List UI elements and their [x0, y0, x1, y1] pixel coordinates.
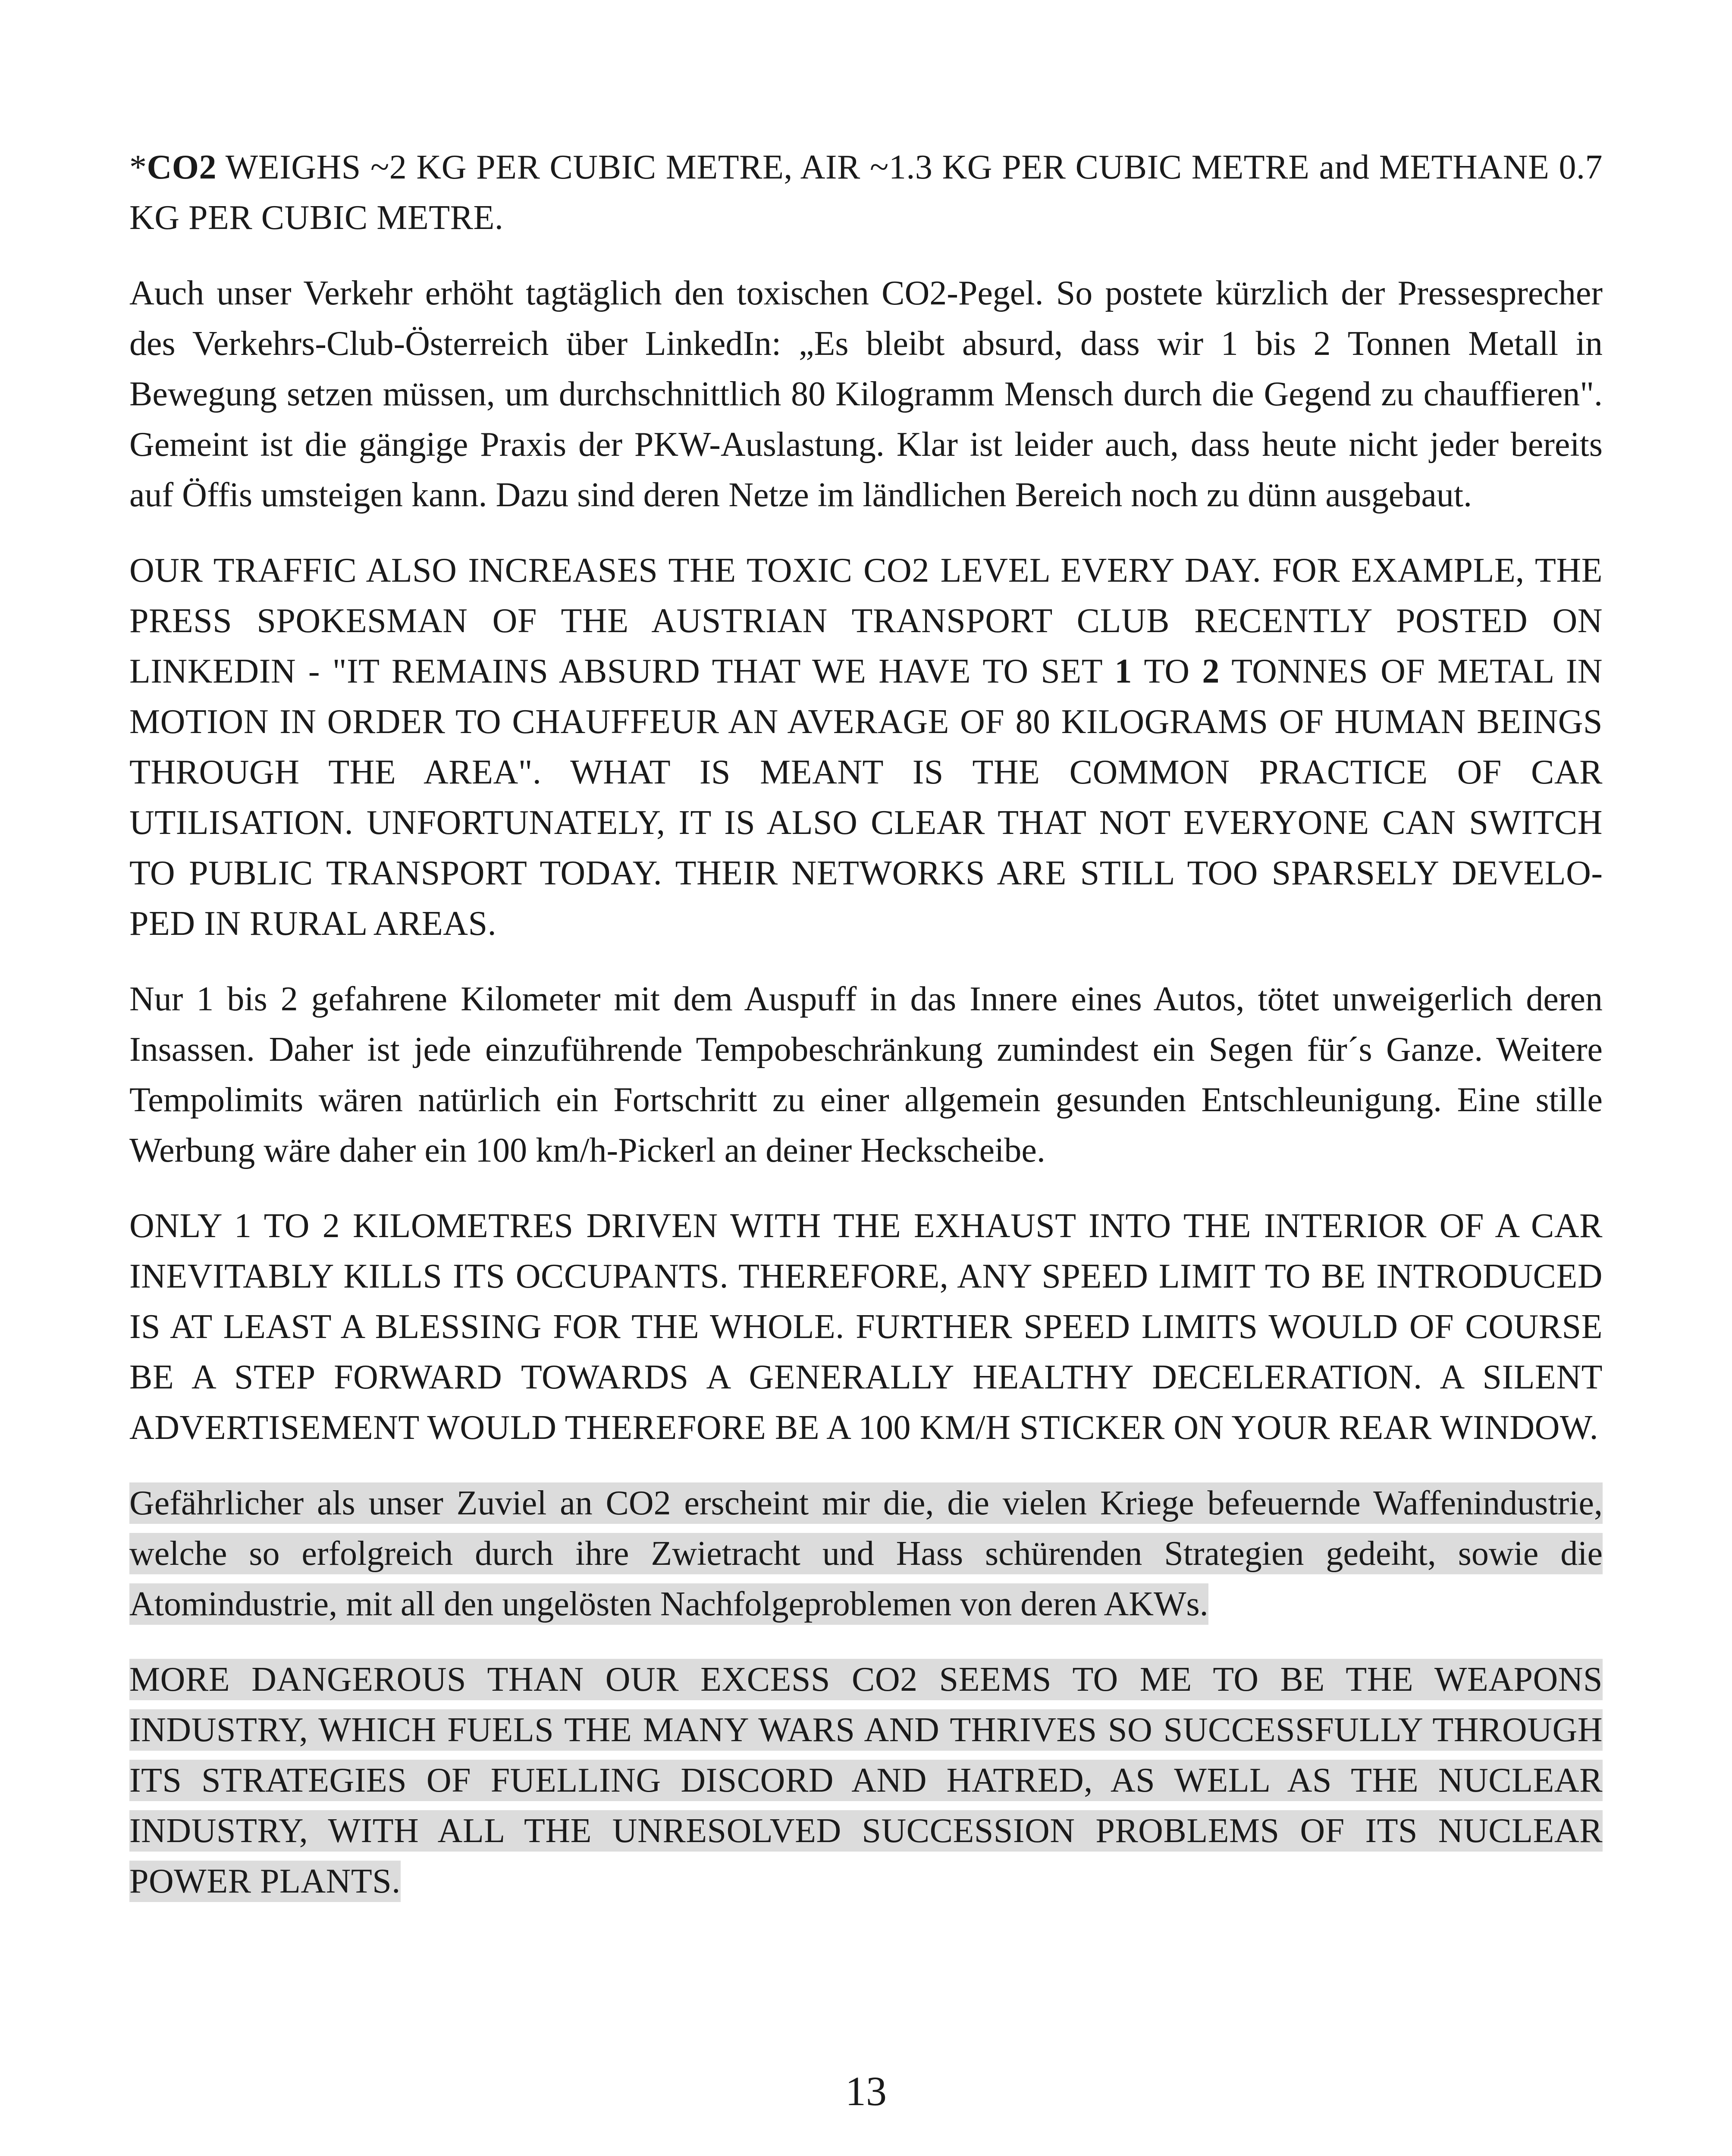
traffic-text-part3: TONNES OF METAL IN MOTION IN ORDER TO CHAUFFEUR AN AVERAGE OF 80 KILOGRAMS OF HUMAN BEINGS THROUGH THE AREA". WHAT IS MEANT IS THE COMMON PRACTICE OF CAR UTILISATION. UNFORTUNATELY, IT IS ALSO CLEAR THAT NOT EVERYONE CAN SWITCH TO PUBLIC TRANSPORT TODAY. THEIR NETWORKS ARE STILL TOO SPARSELY DEVELOPED IN RURAL AREAS. — [129, 652, 1603, 943]
highlighted-text-en: MORE DANGEROUS THAN OUR EXCESS CO2 SEEMS TO ME TO BE THE WEAPONS INDUSTRY, WHICH FUELS THE MANY WARS AND THRIVES SO SUCCESSFULLY THROUGH ITS STRATEGIES OF FUELLING DISCORD AND HATRED, AS WELL AS THE NUCLEAR INDUSTRY, WITH ALL THE UNRESOLVED SUCCESSION PROBLEMS OF ITS NUCLEAR POWER PLANTS. — [129, 1659, 1603, 1902]
paragraph-weapons-industry-en — [129, 1655, 1603, 1907]
paragraph-co2-weights — [129, 142, 1603, 243]
co2-heading: CO2 — [147, 148, 216, 186]
paragraph-verkehr-de: Auch unser Verkehr erhöht tagtäglich den toxischen CO2-Pegel. So postete kürzlich der Pressesprecher des Verkehrs-Club-Österreich über LinkedIn: „Es bleibt absurd, dass wir 1 bis 2 Tonnen Metall in Bewegung setzen müssen, um durchschnittlich 80 Kilogramm Mensch durch die Gegend zu chauffieren". Gemeint ist die gängige Praxis der PKW-Auslastung. Klar ist leider auch, dass heute nicht jeder bereits auf Öffis umsteigen kann. Dazu sind deren Netze im ländlichen Bereich noch zu dünn ausgebaut. — [129, 274, 1603, 514]
paragraph-auspuff-de: Nur 1 bis 2 gefahrene Kilometer mit dem Auspuff in das Innere eines Autos, tötet unweigerlich deren Insassen. Daher ist jede einzuführende Tempobeschränkung zumindest ein Segen für´s Ganze. Weitere Tempolimits wären natürlich ein Fortschritt zu einer allgemein gesunden Entschleunigung. Eine stille Werbung wäre daher ein 100 km/h-Pickerl an deiner Heckscheibe. — [129, 980, 1603, 1169]
traffic-number-2: 2 — [1202, 652, 1220, 690]
paragraph-traffic-en — [129, 545, 1603, 949]
asterisk: * — [129, 148, 147, 186]
page-number: 13 — [845, 2068, 887, 2114]
traffic-text-part1: OUR TRAFFIC ALSO INCREASES THE TOXIC CO2 LEVEL EVERY DAY. FOR EXAMPLE, THE PRESS SPOKESMAN OF THE AUSTRIAN TRANSPORT CLUB RECENTLY POSTED ON LINKEDIN - "IT REMAINS ABSURD THAT WE HAVE TO SET — [129, 552, 1603, 690]
traffic-number-1: 1 — [1114, 652, 1132, 690]
traffic-text-part2: TO — [1132, 652, 1202, 690]
paragraph-waffenindustrie-de — [129, 1478, 1603, 1630]
highlighted-text-de: Gefährlicher als unser Zuviel an CO2 erscheint mir die, die vielen Kriege befeuernde Waffenindustrie, welche so erfolgreich durch ihre Zwietracht und Hass schürenden Strategien gedeiht, sowie die Atomindustrie, mit all den ungelösten Nachfolgeproblemen von deren AKWs. — [129, 1482, 1603, 1625]
co2-weights-text: WEIGHS ~2 KG PER CUBIC METRE, AIR ~1.3 KG PER CUBIC METRE and METHANE 0.7 KG PER CUBIC METRE. — [129, 148, 1603, 237]
page-body — [129, 142, 1603, 1932]
paragraph-exhaust-en: ONLY 1 TO 2 KILOMETRES DRIVEN WITH THE EXHAUST INTO THE INTERIOR OF A CAR INEVITABLY KILLS ITS OCCUPANTS. THEREFORE, ANY SPEED LIMIT TO BE INTRODUCED IS AT LEAST A BLESSING FOR THE WHOLE. FURTHER SPEED LIMITS WOULD OF COURSE BE A STEP FORWARD TOWARDS A GENERALLY HEALTHY DECELERATION. A SILENT ADVERTISEMENT WOULD THEREFORE BE A 100 KM/H STICKER ON YOUR REAR WINDOW. — [129, 1207, 1603, 1447]
